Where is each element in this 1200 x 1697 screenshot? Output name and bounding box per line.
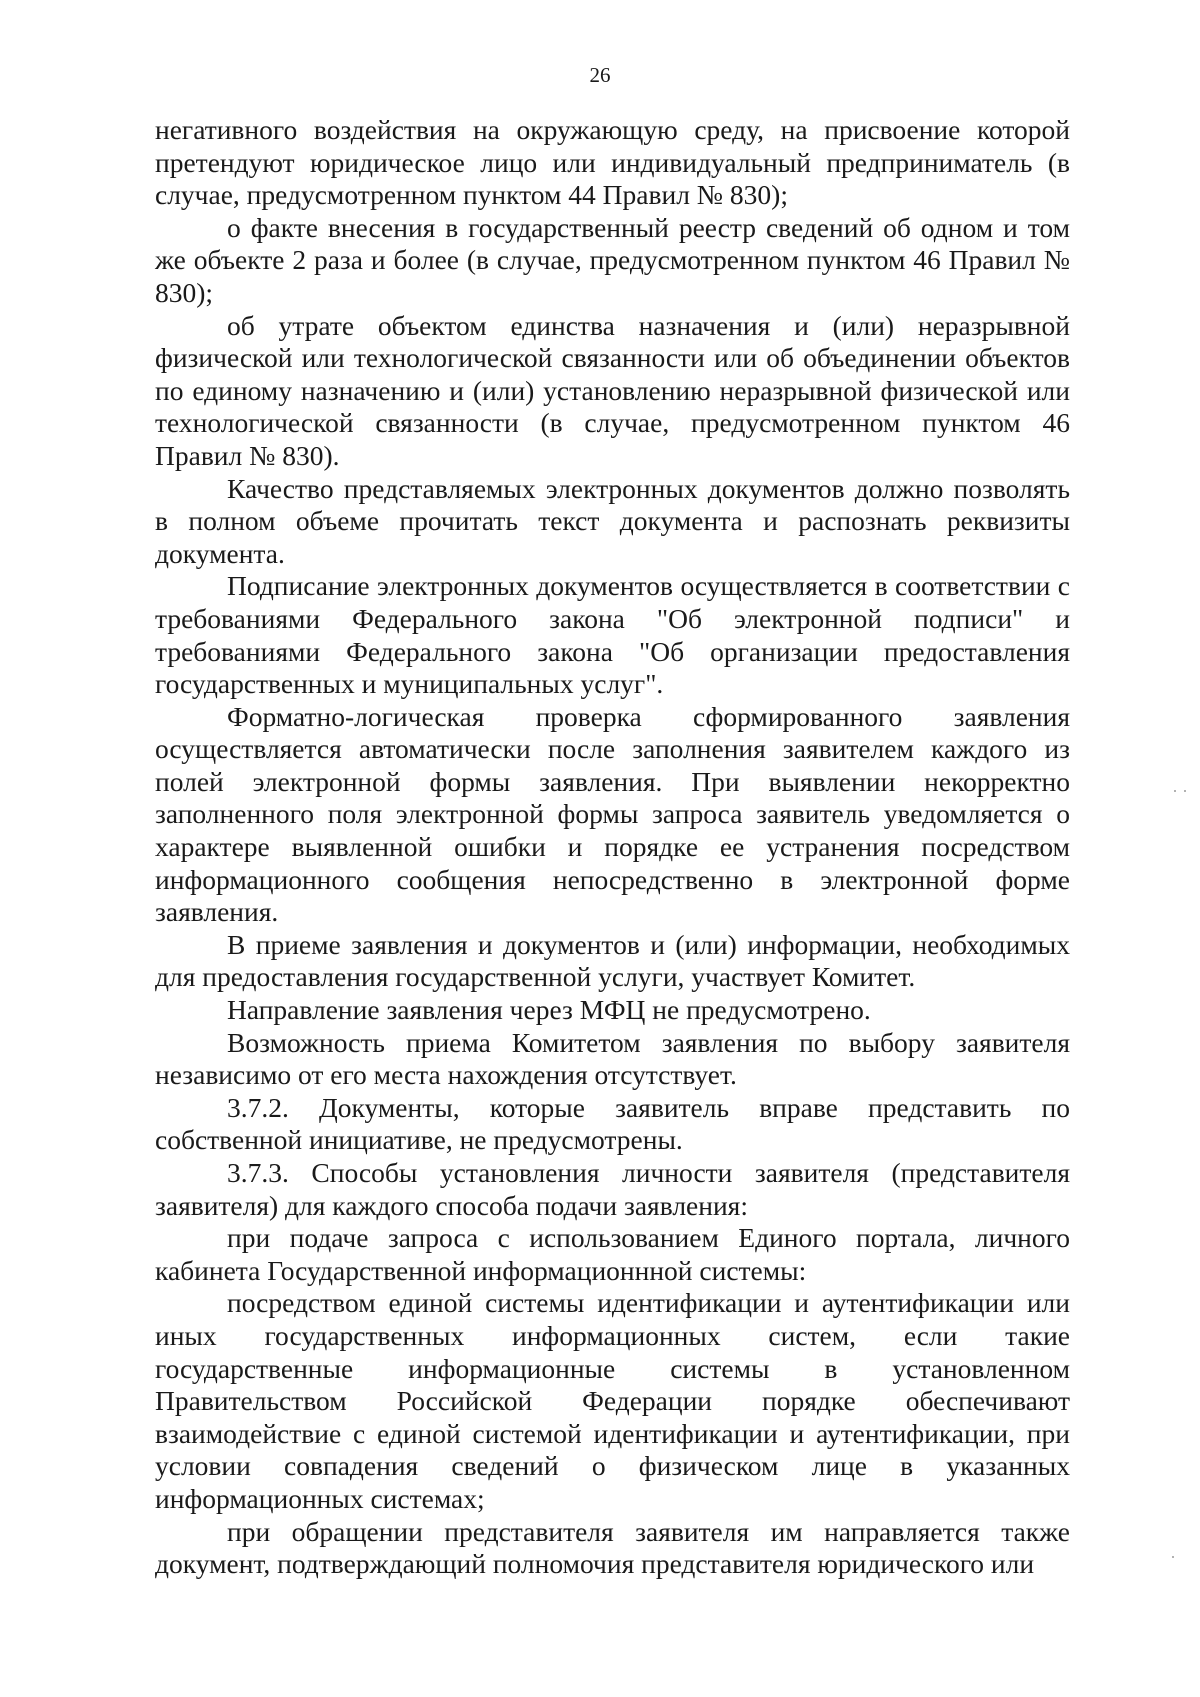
paragraph-8: Направление заявления через МФЦ не предусмотрено.	[227, 994, 871, 1026]
paragraph-14: при обращении представителя заявителя им направляется также документ, подтверждающий полномочия представителя юридического или	[155, 1515, 1070, 1580]
page-number: 26	[589, 63, 611, 87]
scan-speck	[1174, 790, 1176, 792]
paragraph-9: Возможность приема Комитетом заявления по выбору заявителя независимо от его места нахождения отсутствует.	[155, 1026, 1070, 1091]
paragraph-6: Форматно-логическая проверка сформированного заявления осуществляется автоматически после заполнения заявителем каждого из полей электронной формы заявления. При выявлении некорректно заполненного поля электронной формы запроса заявитель уведомляется о характере выявленной ошибки и порядке ее устранения посредством информационного сообщения непосредственно в электронной форме заявления.	[155, 700, 1070, 928]
paragraph-7: В приеме заявления и документов и (или) информации, необходимых для предоставления государственной услуги, участвует Комитет.	[155, 928, 1070, 993]
paragraph-10: 3.7.2. Документы, которые заявитель вправе представить по собственной инициативе, не предусмотрены.	[155, 1091, 1070, 1156]
paragraph-11: 3.7.3. Способы установления личности заявителя (представителя заявителя) для каждого способа подачи заявления:	[155, 1157, 1070, 1221]
paragraph-2: о факте внесения в государственный реестр сведений об одном и том же объекте 2 раза и более (в случае, предусмотренном пунктом 46 Правил № 830);	[155, 211, 1070, 308]
paragraph-13: посредством единой системы идентификации и аутентификации или иных государственных информационных систем, если такие государственные информационные системы в установленном Правительством Российской Федерации порядке обеспечивают взаимодействие с единой системой идентификации и аутентификации, при условии совпадения сведений о физическом лице в указанных информационных системах;	[155, 1287, 1070, 1514]
paragraph-4: Качество представляемых электронных документов должно позволять в полном объеме прочитать текст документа и распознать реквизиты документа.	[155, 472, 1070, 569]
scan-speck	[1184, 790, 1186, 792]
body-text	[155, 114, 1070, 1581]
paragraph-12: при подаче запроса с использованием Единого портала, личного кабинета Государственной информационнной системы:	[155, 1222, 1070, 1286]
paragraph-1: негативного воздействия на окружающую среду, на присвоение которой претендуют юридическое лицо или индивидуальный предприниматель (в случае, предусмотренном пунктом 44 Правил № 830);	[155, 114, 1070, 211]
scan-speck	[1172, 1556, 1174, 1558]
paragraph-3: об утрате объектом единства назначения и (или) неразрывной физической или технологической связанности или об объединении объектов по единому назначению и (или) установлению неразрывной физической или технологической связанности (в случае, предусмотренном пунктом 46 Правил № 830).	[155, 309, 1070, 471]
paragraph-5: Подписание электронных документов осуществляется в соответствии с требованиями Федерального закона "Об электронной подписи" и требованиями Федерального закона "Об организации предоставления государственных и муниципальных услуг".	[155, 570, 1070, 700]
